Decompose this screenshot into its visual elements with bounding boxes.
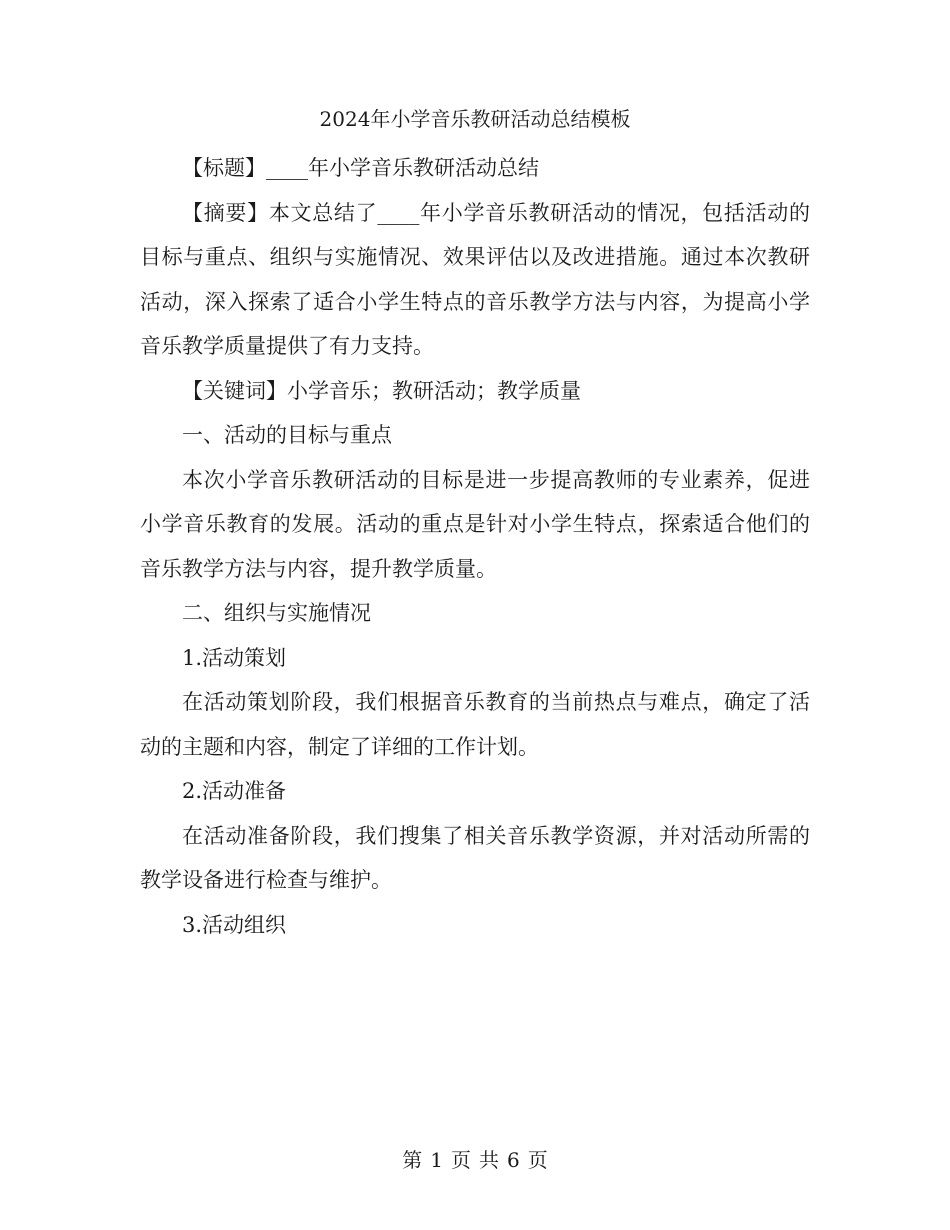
section-heading-goals: 一、活动的目标与重点 xyxy=(182,423,392,447)
keywords-paragraph: 【关键词】小学音乐；教研活动；教学质量 xyxy=(182,378,581,403)
planning-paragraph: 在活动策划阶段，我们根据音乐教育的当前热点与难点，确定了活动的主题和内容，制定了详细的工作计划。 xyxy=(140,690,810,759)
document-body xyxy=(140,146,810,947)
footer-total-unit: 页 xyxy=(527,1148,548,1172)
footer-page-label: 第 xyxy=(402,1148,423,1172)
subheading-preparation: 2.活动准备 xyxy=(182,779,287,803)
goals-paragraph: 本次小学音乐教研活动的目标是进一步提高教师的专业素养，促进小学音乐教育的发展。活动的重点是针对小学生特点，探索适合他们的音乐教学方法与内容，提升教学质量。 xyxy=(140,467,810,581)
subheading-planning: 1.活动策划 xyxy=(182,645,287,670)
preparation-paragraph: 在活动准备阶段，我们搜集了相关音乐教学资源，并对活动所需的教学设备进行检查与维护。 xyxy=(140,823,810,892)
footer-total-pages: 6 xyxy=(507,1148,520,1172)
title-field-paragraph: 【标题】____年小学音乐教研活动总结 xyxy=(182,156,539,180)
footer-current-page: 1 xyxy=(430,1148,443,1172)
footer-total-label: 共 xyxy=(479,1148,499,1172)
document-title: 2024年小学音乐教研活动总结模板 xyxy=(319,107,631,131)
page-footer xyxy=(0,1146,950,1174)
footer-page-unit: 页 xyxy=(451,1148,471,1172)
abstract-paragraph: 【摘要】本文总结了____年小学音乐教研活动的情况，包括活动的目标与重点、组织与实施情况、效果评估以及改进措施。通过本次教研活动，深入探索了适合小学生特点的音乐教学方法与内容，为提高小学音乐教学质量提供了有力支持。 xyxy=(140,200,810,358)
section-heading-organization: 二、组织与实施情况 xyxy=(182,601,371,625)
subheading-organizing: 3.活动组织 xyxy=(182,912,287,937)
